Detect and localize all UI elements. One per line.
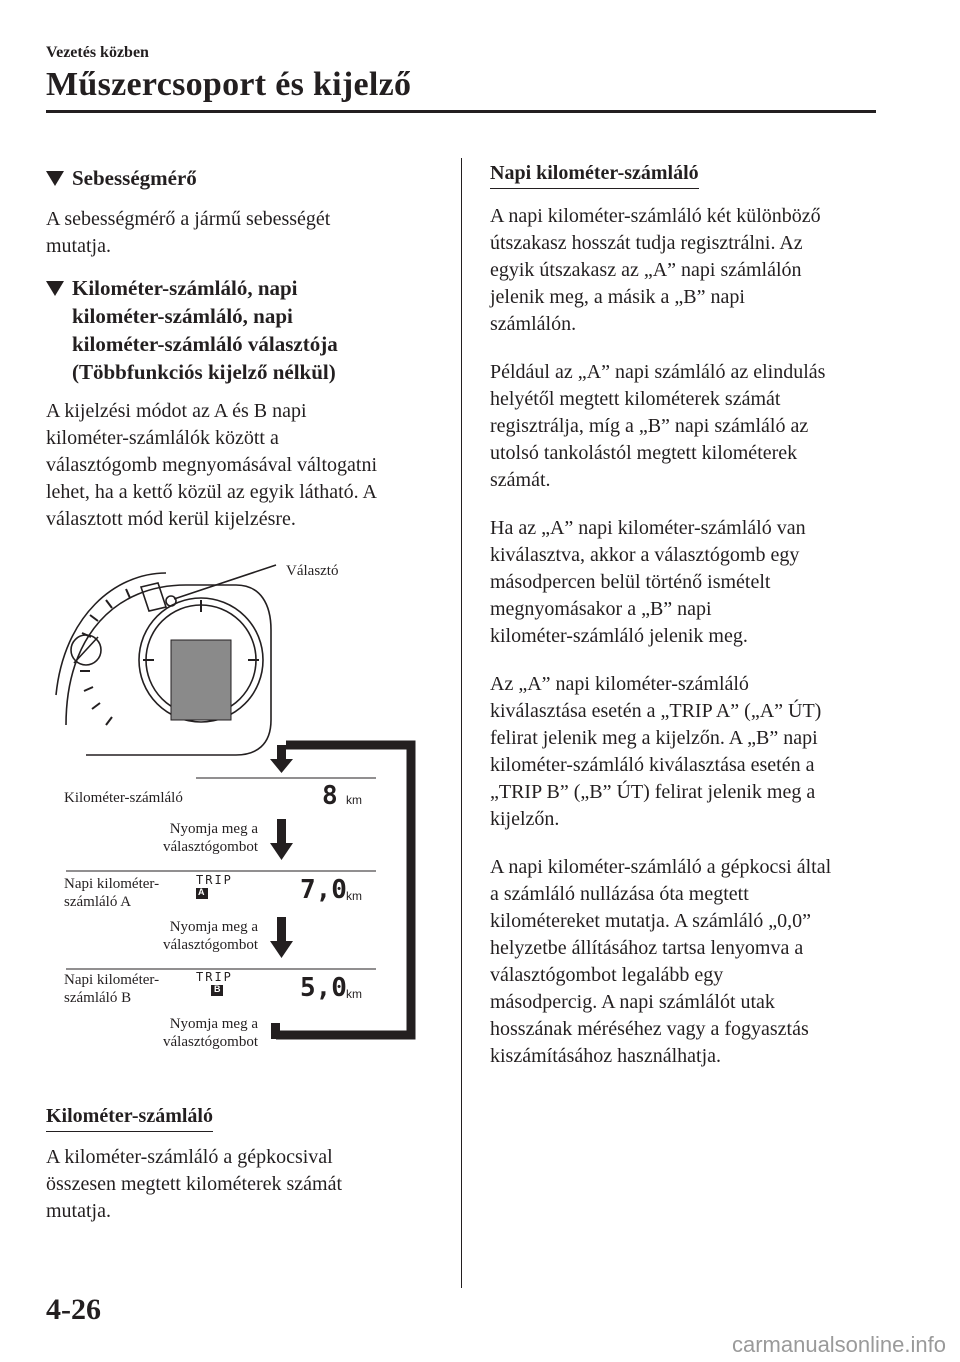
text-line: mutatja.: [46, 235, 111, 257]
heading-line: (Többfunkciós kijelző nélkül): [72, 360, 336, 384]
left-column: [46, 160, 436, 533]
paragraph: [490, 515, 890, 650]
watermark: carmanualsonline.info: [731, 1332, 946, 1357]
trip-b-label: számláló B: [64, 990, 132, 1006]
text-line: regisztrálja, míg a „B” napi számláló az: [490, 415, 809, 437]
arrow-down-icon: [270, 819, 293, 860]
text-line: kiválasztva, akkor a választógomb egy: [490, 544, 800, 566]
text-line: Ha az „A” napi kilométer-számláló van: [490, 517, 806, 539]
press-label: választógombot: [163, 937, 258, 953]
text-line: hosszának méréséhez vagy a fogyasztás: [490, 1018, 809, 1040]
text-line: helyzetbe állításához tartsa lenyomva a: [490, 937, 804, 959]
text-line: „TRIP B” („B” ÚT) felirat jelenik meg a: [490, 781, 816, 803]
heading-line: kilométer-számláló, napi: [72, 304, 293, 328]
triangle-bullet-icon: [46, 281, 64, 296]
paragraph-display-mode: [46, 398, 436, 533]
text-line: kilométer-számlálók között a: [46, 427, 279, 449]
paragraph: [490, 359, 890, 494]
text-line: másodpercig. A napi számlálót utak: [490, 991, 775, 1013]
text-line: választógombot legalább egy: [490, 964, 724, 986]
text-line: lehet, ha a kettő közül az egyik látható. A: [46, 481, 377, 503]
text-line: útszakasz hosszát tudja regisztrálni. Az: [490, 232, 803, 254]
breadcrumb: Vezetés közben: [46, 44, 149, 61]
unit-km: km: [346, 793, 362, 807]
selector-label: Választó: [286, 563, 339, 579]
text-line: számát.: [490, 469, 551, 491]
section-heading-odometer-selector: [46, 274, 436, 386]
trip-b-value: 5,0: [300, 973, 347, 1003]
right-column: [490, 160, 890, 1070]
press-label: Nyomja meg a: [169, 1016, 258, 1032]
text-line: helyétől megtett kilométerek számát: [490, 388, 781, 410]
paragraph-speedometer: [46, 206, 436, 260]
text-line: A kilométer-számláló a gépkocsival: [46, 1146, 333, 1168]
text-line: mutatja.: [46, 1200, 111, 1222]
trip-a-label: számláló A: [64, 894, 132, 910]
subheading-trip-meter: Napi kilométer-számláló: [490, 160, 699, 189]
unit-km: km: [346, 889, 362, 903]
text-line: utolsó tankolástól megtett kilométerek: [490, 442, 798, 464]
press-label: választógombot: [163, 839, 258, 855]
heading-text: [72, 274, 338, 386]
triangle-bullet-icon: [46, 171, 64, 186]
section-heading-speedometer: [46, 164, 436, 192]
text-line: Például az „A” napi számláló az elindulás: [490, 361, 826, 383]
paragraph: [490, 671, 890, 833]
heading-text: Sebességmérő: [72, 166, 197, 190]
column-divider: [461, 158, 462, 1288]
trip-b-badge-letter: B: [214, 984, 221, 994]
text-line: A kijelzési módot az A és B napi: [46, 400, 307, 422]
press-label: választógombot: [163, 1034, 258, 1050]
subheading-odometer: Kilométer-számláló: [46, 1103, 213, 1132]
text-line: kijelzőn.: [490, 808, 560, 830]
figure-instrument-cluster: [46, 545, 446, 1065]
text-line: kiszámításához használhatja.: [490, 1045, 722, 1067]
text-line: Az „A” napi kilométer-számláló: [490, 673, 749, 695]
text-line: összesen megtett kilométerek számát: [46, 1173, 343, 1195]
text-line: A napi kilométer-számláló a gépkocsi által: [490, 856, 832, 878]
text-line: A napi kilométer-számláló két különböző: [490, 205, 821, 227]
text-line: megnyomásakor a „B” napi: [490, 598, 712, 620]
press-label: Nyomja meg a: [169, 821, 258, 837]
paragraph: [490, 203, 890, 338]
unit-km: km: [346, 987, 362, 1001]
text-line: választott mód kerül kijelzésre.: [46, 508, 296, 530]
trip-a-value: 7,0: [300, 875, 347, 905]
text-line: kiválasztása esetén a „TRIP A” („A” ÚT): [490, 700, 822, 722]
paragraph-odometer: [46, 1144, 436, 1225]
text-line: felirat jelenik meg a kijelzőn. A „B” napi: [490, 727, 818, 749]
text-line: kilométereket mutatja. A számláló „0,0”: [490, 910, 812, 932]
trip-b-label: Napi kilométer-: [64, 972, 160, 988]
paragraph: [490, 854, 890, 1070]
arrow-down-icon: [271, 1023, 280, 1039]
trip-b-text: TRIP: [196, 970, 233, 984]
odometer-value: 8: [322, 781, 338, 811]
heading-line: kilométer-számláló választója: [72, 332, 338, 356]
text-line: a számláló nullázása óta megtett: [490, 883, 749, 905]
page-number: 4-26: [46, 1293, 101, 1326]
text-line: kilométer-számláló jelenik meg.: [490, 625, 748, 647]
trip-a-label: Napi kilométer-: [64, 876, 160, 892]
text-line: egyik útszakasz az „A” napi számlálón: [490, 259, 802, 281]
text-line: jelenik meg, a másik a „B” napi: [490, 286, 745, 308]
heading-line: Kilométer-számláló, napi: [72, 276, 298, 300]
page-title: Műszercsoport és kijelző: [46, 66, 412, 103]
trip-a-badge-letter: A: [198, 887, 205, 897]
right-paragraphs: [490, 203, 890, 1070]
header-rule: [46, 110, 876, 113]
odometer-label: Kilométer-számláló: [64, 790, 183, 806]
text-line: másodpercen belül történő ismételt: [490, 571, 771, 593]
text-line: kilométer-számláló kiválasztása esetén a: [490, 754, 815, 776]
odometer-section: [46, 1103, 436, 1225]
text-line: számlálón.: [490, 313, 577, 335]
arrow-down-icon: [270, 917, 293, 958]
trip-a-text: TRIP: [196, 873, 233, 887]
text-line: választógomb megnyomásával váltogatni: [46, 454, 378, 476]
text-line: A sebességmérő a jármű sebességét: [46, 208, 331, 230]
press-label: Nyomja meg a: [169, 919, 258, 935]
